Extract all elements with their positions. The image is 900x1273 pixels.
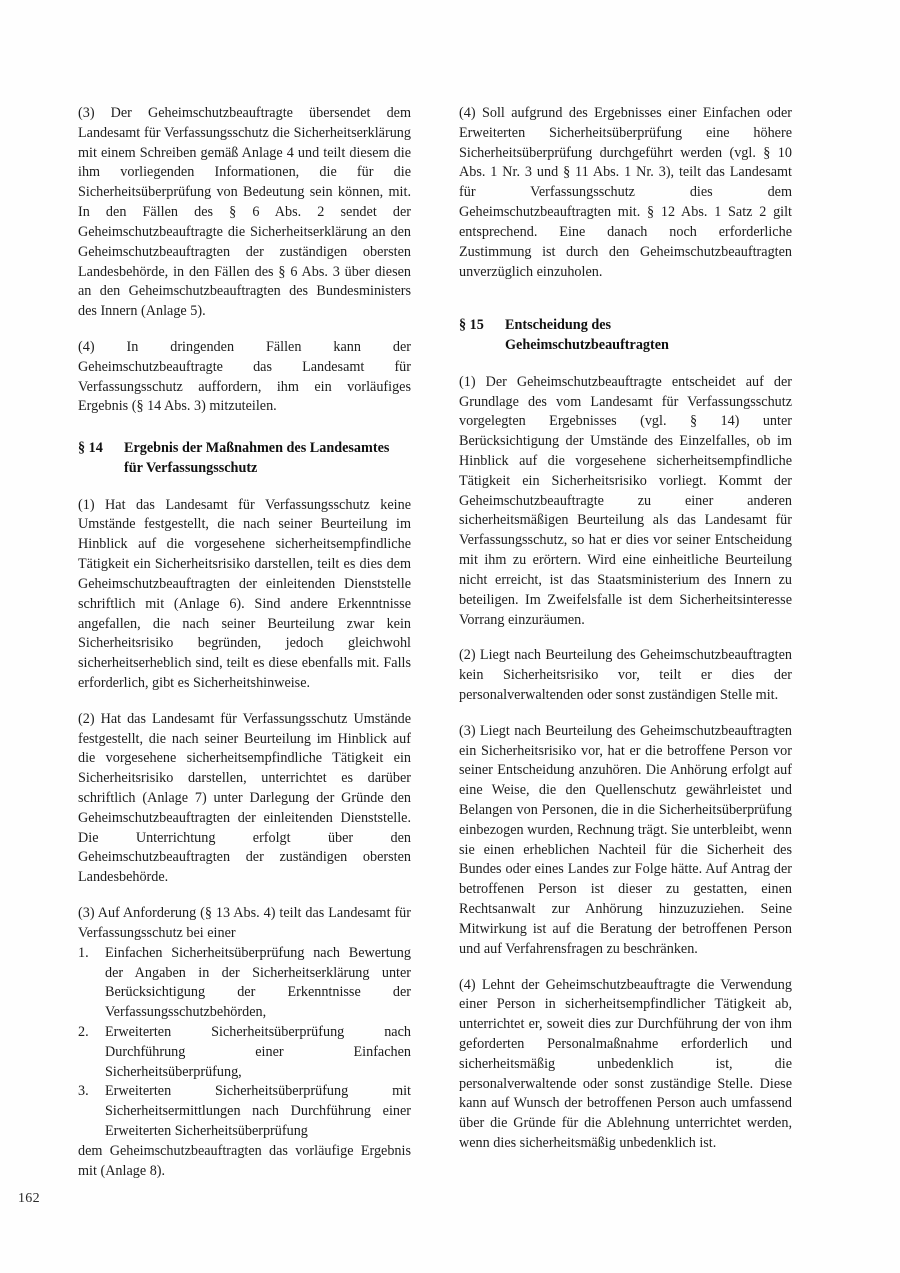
section-title-15-line1: Entscheidung des (505, 317, 612, 334)
paragraph-14-2: (2) Hat das Landesamt für Verfassungsschutz Umstände festgestellt, die nach seiner Beurteilung im Hinblick auf die vorgesehene sicherheitsempfindliche Tätigkeit ein Sicherheitsrisiko darstellen, unterrichtet es darüber schriftlich (Anlage 7) unter Darlegung der Gründe den Geheimschutzbeauftragten der einleitenden Dienststelle. Die Unterrichtung erfolgt über den Geheimschutzbeauftragten der zuständigen obersten Landesbehörde. (78, 710, 411, 886)
section-title-15-line2: Geheimschutzbeauftragten (505, 337, 669, 354)
list-item-marker: 2. (78, 1023, 89, 1040)
paragraph-13-4-right: (4) Soll aufgrund des Ergebnisses einer Einfachen oder Erweiterten Sicherheitsüberprüfung eine höhere Sicherheitsüberprüfung durchgeführt werden (vgl. § 10 Abs. 1 Nr. 3 und § 11 Abs. 1 Nr. 3), teilt das Landesamt für Verfassungsschutz dies dem Geheimschutzbeauftragten mit. § 12 Abs. 1 Satz 2 gilt entsprechend. Eine danach noch erforderliche Zustimmung ist durch den Geheimschutzbeauftragten unverzüglich einzuholen. (459, 105, 792, 280)
paragraph-14-1: (1) Hat das Landesamt für Verfassungsschutz keine Umstände festgestellt, die nach seiner Beurteilung im Hinblick auf die vorgesehene sicherheitsempfindliche Tätigkeit ein Sicherheitsrisiko darstellen, teilt es dies dem Geheimschutzbeauftragten der einleitenden Dienststelle schriftlich mit (Anlage 6). Sind andere Erkenntnisse angefallen, die nach seiner Beurteilung zwar kein Sicherheitsrisiko begründen, jedoch gleichwohl sicherheitserheblich sind, teilt es diese ebenfalls mit. Falls erforderlich, gibt es Sicherheitshinweise. (78, 496, 411, 691)
left-column (78, 104, 411, 1184)
page-number: 162 (18, 1191, 40, 1206)
section-title-15 (505, 316, 792, 355)
list-item-text: Erweiterten Sicherheitsüberprüfung nach Durchführung einer Einfachen Sicherheitsüberprüfung, (105, 1023, 411, 1080)
paragraph-15-4: (4) Lehnt der Geheimschutzbeauftragte die Verwendung einer Person in sicherheitsempfindlicher Tätigkeit ab, unterrichtet er, soweit dies zur Durchführung der von ihm geforderten Personalmaßnahme erforderlich und sicherheitsmäßig unbedenklich ist, die personalverwaltende oder sonst zuständige Stelle. Diese kann auf Wunsch der betroffenen Person auch umfassend über die Gründe für die Ablehnung unterrichtet werden, wenn dies sicherheitsmäßig unbedenklich ist. (459, 976, 792, 1152)
paragraph-15-2: (2) Liegt nach Beurteilung des Geheimschutzbeauftragten kein Sicherheitsrisiko vor, teilt er dies der personalverwaltenden oder sonst zuständigen Stelle mit. (459, 647, 792, 703)
paragraph-14-3-intro: (3) Auf Anforderung (§ 13 Abs. 4) teilt das Landesamt für Verfassungsschutz bei einer (78, 905, 411, 941)
list-item (78, 1082, 411, 1141)
list-item-text: Erweiterten Sicherheitsüberprüfung mit Sicherheitsermittlungen nach Durchführung einer Erweiterten Sicherheitsüberprüfung (105, 1083, 411, 1140)
paragraph-15-3: (3) Liegt nach Beurteilung des Geheimschutzbeauftragten ein Sicherheitsrisiko vor, hat er die betroffene Person vor seiner Entscheidung anzuhören. Die Anhörung erfolgt auf eine Weise, die den Quellenschutz gewährleistet und Belangen von Personen, die in die Sicherheitsüberprüfung einbezogen wurden, Rechnung trägt. Sie unterbleibt, wenn sie einen erheblichen Nachteil für die Sicherheit des Bundes oder eines Landes zur Folge hätte. Auf Antrag der betroffenen Person ist dieser zu gestatten, einen Rechtsanwalt zur Anhörung hinzuzuziehen. Seine Mitwirkung ist auf die Beratung der betroffenen Person und auf Verfahrensfragen zu beschränken. (459, 722, 792, 957)
paragraph-13-3: (3) Der Geheimschutzbeauftragte übersendet dem Landesamt für Verfassungsschutz die Sicherheitserklärung mit einem Schreiben gemäß Anlage 4 und teilt diesem die ihm vorliegenden Informationen, die für die Sicherheitsüberprüfung von Bedeutung sein können, mit. In den Fällen des § 6 Abs. 2 sendet der Geheimschutzbeauftragte die Sicherheitserklärung an den Geheimschutzbeauftragten der zuständigen obersten Landesbehörde, in den Fällen des § 6 Abs. 3 über diesen an den Geheimschutzbeauftragten des Bundesministers des Innern (Anlage 5). (78, 105, 411, 320)
list-item-marker: 1. (78, 944, 89, 961)
list-item (78, 944, 411, 1023)
list-item-marker: 3. (78, 1083, 89, 1100)
section-heading-14 (78, 439, 411, 478)
paragraph-14-3-outro: dem Geheimschutzbeauftragten das vorläufige Ergebnis mit (Anlage 8). (78, 1142, 411, 1179)
heading-spacer (459, 298, 792, 316)
enumerated-list (78, 944, 411, 1142)
two-column-body (78, 104, 792, 1184)
section-heading-15 (459, 316, 792, 355)
list-item (78, 1023, 411, 1082)
right-column (459, 104, 792, 1184)
paragraph-13-4: (4) In dringenden Fällen kann der Geheimschutzbeauftragte das Landesamt für Verfassungsschutz auffordern, ihm ein vorläufiges Ergebnis (§ 14 Abs. 3) mitzuteilen. (78, 338, 411, 415)
section-number-14: § 14 (78, 440, 103, 457)
list-item-text: Einfachen Sicherheitsüberprüfung nach Bewertung der Angaben in der Sicherheitserklärung unter Berücksichtigung der Erkenntnisse der Verfassungsschutzbehörden, (105, 944, 411, 1021)
section-number-15: § 15 (459, 317, 484, 334)
paragraph-15-1: (1) Der Geheimschutzbeauftragte entscheidet auf der Grundlage des vom Landesamt für Verfassungsschutz vorgelegten Ergebnisses (vgl. § 14) unter Berücksichtigung der Umstände des Einzelfalles, ob im Hinblick auf die vorgesehene sicherheitsempfindliche Tätigkeit ein Sicherheitsrisiko vorliegt. Kommt der Geheimschutzbeauftragte zu einer anderen sicherheitsmäßigen Beurteilung als das Landesamt für Verfassungsschutz, so hat er dies vor seiner Entscheidung mit ihm zu erörtern. Wird eine einheitliche Beurteilung nicht erreicht, ist das Staatsministerium des Innern zu beteiligen. Im Zweifelsfalle ist dem Sicherheitsinteresse Vorrang einzuräumen. (459, 373, 792, 628)
section-title-14: Ergebnis der Maßnahmen des Landesamtes für Verfassungsschutz (124, 440, 390, 476)
